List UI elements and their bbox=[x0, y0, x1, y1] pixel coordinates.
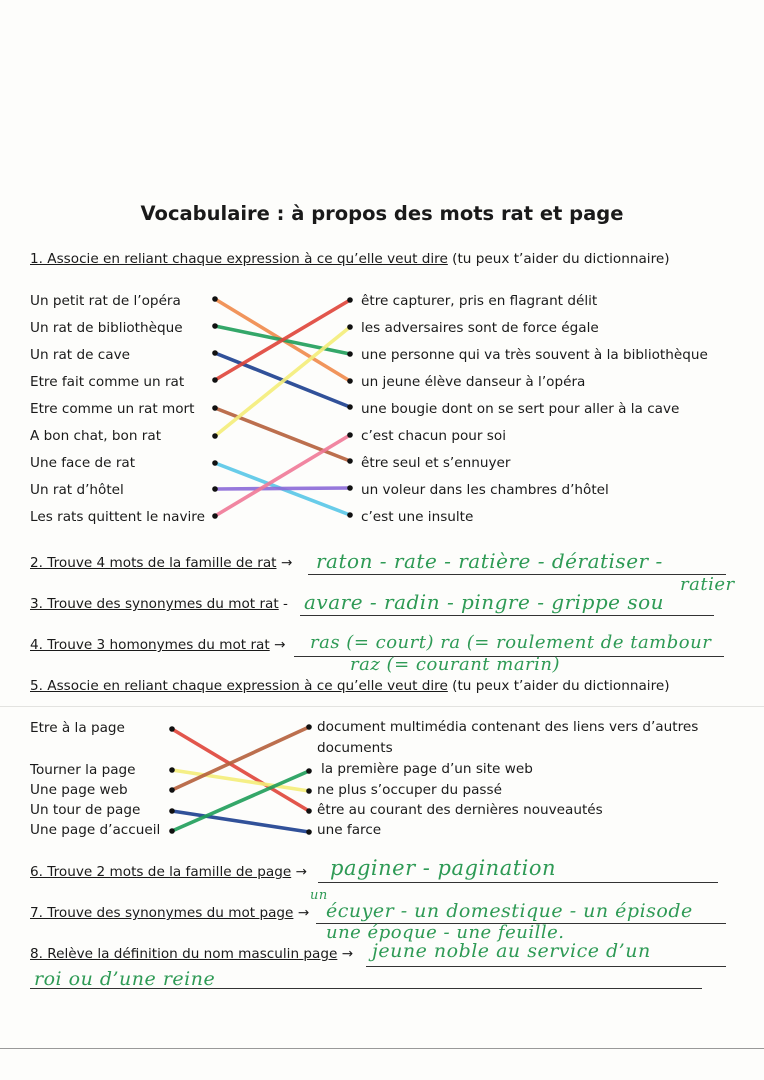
q1-instruction: 1. Associe en reliant chaque expression à ce qu’elle veut dire bbox=[30, 251, 448, 267]
q8-answer: jeune noble au service d’un bbox=[372, 940, 651, 962]
q5-right-item: être au courant des dernières nouveautés bbox=[317, 802, 603, 818]
q5-left-dot bbox=[169, 787, 175, 793]
q3-arrow: - bbox=[283, 596, 288, 612]
q1-left-dot bbox=[212, 296, 218, 302]
q1-left-dot bbox=[212, 486, 218, 492]
q1-right-item: être seul et s’ennuyer bbox=[361, 455, 511, 471]
q5-right-dot bbox=[306, 788, 312, 794]
q5-right-item: une farce bbox=[317, 822, 382, 838]
q1-left-item: Les rats quittent le navire bbox=[30, 509, 205, 525]
q1-left-item: Etre fait comme un rat bbox=[30, 374, 185, 390]
q5-left-item: Etre à la page bbox=[30, 720, 125, 736]
q1-left-item: Un petit rat de l’opéra bbox=[30, 293, 181, 309]
q1-right-dot bbox=[347, 404, 353, 410]
q1-left-item: Un rat de bibliothèque bbox=[30, 320, 183, 336]
q1-right-item: les adversaires sont de force égale bbox=[361, 320, 599, 336]
q5-left-item: Tourner la page bbox=[30, 762, 136, 778]
q1-left-item: Un rat de cave bbox=[30, 347, 130, 363]
q7-answer-line2: une époque - une feuille. bbox=[326, 922, 565, 943]
q5-right-item: la première page d’un site web bbox=[321, 761, 533, 777]
q6-answer: paginer - pagination bbox=[330, 856, 557, 880]
q1-left-dot bbox=[212, 405, 218, 411]
q4-answer: ras (= court) ra (= roulement de tambour bbox=[310, 632, 712, 653]
q5-left-dot bbox=[169, 828, 175, 834]
q5-left-dot bbox=[169, 726, 175, 732]
q5-right-item: document multimédia contenant des liens vers d’autres bbox=[317, 719, 699, 735]
q6-arrow: → bbox=[295, 864, 307, 880]
q1-left-item: Une face de rat bbox=[30, 455, 136, 471]
q1-left-dot bbox=[212, 323, 218, 329]
q4-answer-line2: raz (= courant marin) bbox=[350, 654, 561, 675]
q1-right-item: une bougie dont on se sert pour aller à la cave bbox=[361, 401, 680, 417]
q7-label: 7. Trouve des synonymes du mot page bbox=[30, 905, 294, 921]
q1-left-item: A bon chat, bon rat bbox=[30, 428, 162, 444]
q5-right-item: documents bbox=[317, 740, 393, 756]
q2-label: 2. Trouve 4 mots de la famille de rat bbox=[30, 555, 277, 571]
q5-left-dot bbox=[169, 808, 175, 814]
q7-answer: écuyer - un domestique - un épisode bbox=[326, 900, 693, 922]
q1-link-line bbox=[215, 327, 350, 436]
q2-answer: raton - rate - ratière - dératiser - bbox=[316, 549, 663, 573]
q5-right-dot bbox=[306, 808, 312, 814]
q6-label: 6. Trouve 2 mots de la famille de page bbox=[30, 864, 292, 880]
q1-left-dot bbox=[212, 513, 218, 519]
q1-right-dot bbox=[347, 485, 353, 491]
q1-left-dot bbox=[212, 460, 218, 466]
q5-note: (tu peux t’aider du dictionnaire) bbox=[452, 678, 670, 694]
q4-arrow: → bbox=[274, 637, 286, 653]
q1-right-item: un voleur dans les chambres d’hôtel bbox=[361, 482, 609, 498]
q1-right-dot bbox=[347, 458, 353, 464]
q1-left-dot bbox=[212, 350, 218, 356]
q1-left-dot bbox=[212, 433, 218, 439]
q5-left-item: Un tour de page bbox=[30, 802, 141, 818]
q1-right-dot bbox=[347, 324, 353, 330]
q1-right-dot bbox=[347, 432, 353, 438]
q1-right-dot bbox=[347, 351, 353, 357]
q1-left-dot bbox=[212, 377, 218, 383]
q8-answer-line2: roi ou d’une reine bbox=[34, 968, 216, 990]
q1-right-item: un jeune élève danseur à l’opéra bbox=[361, 374, 586, 390]
q5-right-dot bbox=[306, 724, 312, 730]
q1-link-line bbox=[215, 408, 350, 461]
q1-left-item: Etre comme un rat mort bbox=[30, 401, 195, 417]
q1-note: (tu peux t’aider du dictionnaire) bbox=[452, 251, 670, 267]
q7-arrow: → bbox=[297, 905, 310, 921]
q4-label: 4. Trouve 3 homonymes du mot rat bbox=[30, 637, 270, 653]
q1-right-dot bbox=[347, 297, 353, 303]
q5-right-dot bbox=[306, 829, 312, 835]
q5-link-line bbox=[172, 729, 309, 811]
q1-right-item: être capturer, pris en flagrant délit bbox=[361, 293, 598, 309]
q1-left-item: Un rat d’hôtel bbox=[30, 482, 124, 498]
q7-answer-prefix: un bbox=[310, 888, 328, 903]
q5-left-item: Une page web bbox=[30, 782, 128, 798]
q1-right-item: c’est une insulte bbox=[361, 509, 474, 525]
q8-arrow: → bbox=[341, 946, 354, 962]
q1-right-item: une personne qui va très souvent à la bibliothèque bbox=[361, 347, 708, 363]
q1-right-item: c’est chacun pour soi bbox=[361, 428, 506, 444]
q3-label: 3. Trouve des synonymes du mot rat bbox=[30, 596, 279, 612]
page-title: Vocabulaire : à propos des mots rat et page bbox=[140, 202, 624, 225]
q1-right-dot bbox=[347, 378, 353, 384]
q5-instruction: 5. Associe en reliant chaque expression à ce qu’elle veut dire bbox=[30, 678, 448, 694]
q1-right-dot bbox=[347, 512, 353, 518]
q2-arrow: → bbox=[280, 555, 293, 571]
q5-left-item: Une page d’accueil bbox=[30, 822, 161, 838]
q5-right-item: ne plus s’occuper du passé bbox=[317, 782, 502, 798]
q5-right-dot bbox=[306, 768, 312, 774]
q2-answer-extra: ratier bbox=[680, 574, 735, 595]
q3-answer: avare - radin - pingre - grippe sou bbox=[304, 590, 665, 614]
q5-left-dot bbox=[169, 767, 175, 773]
q8-label: 8. Relève la définition du nom masculin page bbox=[30, 946, 338, 962]
q1-link-line bbox=[215, 488, 350, 489]
q1-link-line bbox=[215, 435, 350, 516]
